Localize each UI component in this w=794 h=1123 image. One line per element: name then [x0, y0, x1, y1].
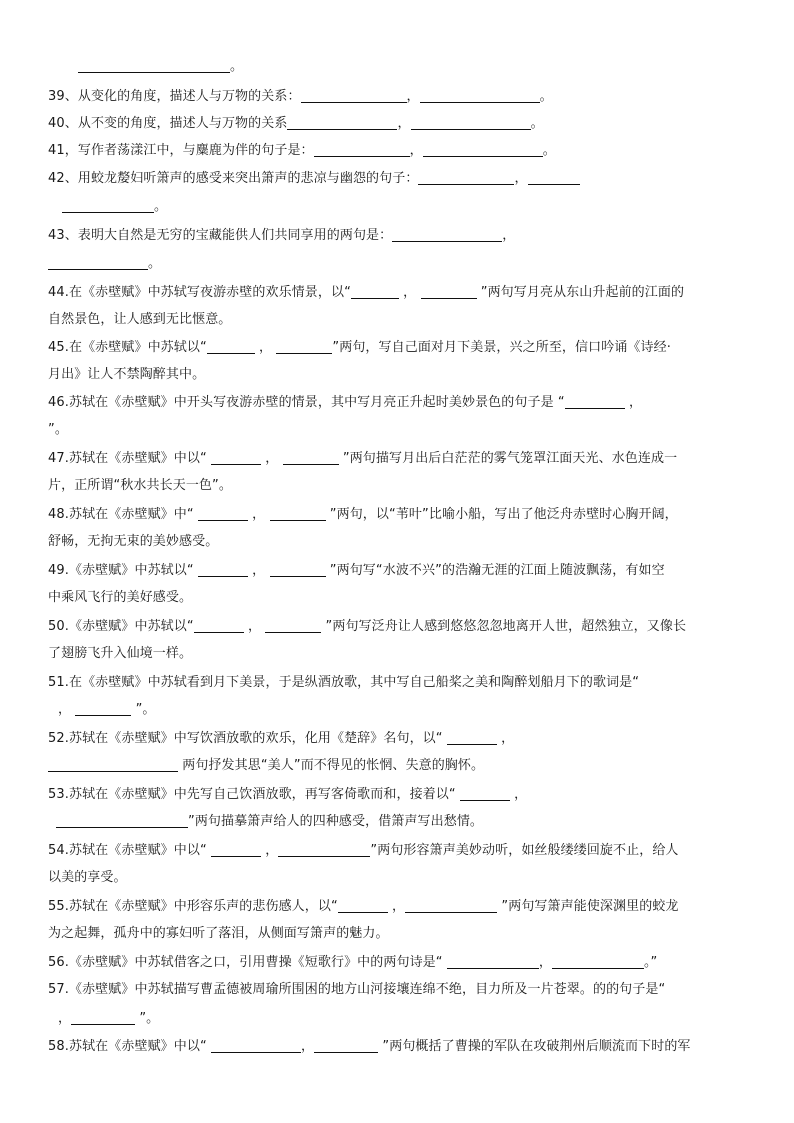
answer-blank[interactable] [265, 618, 321, 633]
line-text: ”。 [131, 702, 156, 717]
line-text: ”两句写月亮从东山升起前的江面的 [476, 285, 685, 300]
line-text: 58.苏轼在《赤壁赋》中以“ [48, 1039, 212, 1054]
line-text: ， [301, 1039, 315, 1054]
answer-blank[interactable] [552, 954, 644, 969]
text-line [48, 142, 750, 160]
line-text: 56.《赤壁赋》中苏轼借客之口，引用曹操《短歌行》中的两句诗是“ [48, 955, 447, 970]
answer-blank[interactable] [207, 339, 255, 354]
text-line [48, 645, 750, 663]
line-text: ， [514, 171, 528, 186]
answer-blank[interactable] [270, 562, 326, 577]
answer-blank[interactable] [48, 757, 178, 772]
line-text: 两句抒发其思“美人”而不得见的怅惘、失意的胸怀。 [178, 758, 485, 773]
answer-blank[interactable] [211, 450, 261, 465]
line-text: ”两句写箫声能使深渊里的蛟龙 [497, 899, 679, 914]
line-text: ， [496, 731, 515, 746]
answer-blank[interactable] [71, 1010, 135, 1025]
text-line [48, 198, 750, 216]
text-line [48, 366, 750, 384]
line-text: ， [261, 451, 283, 466]
answer-blank[interactable] [287, 115, 397, 130]
answer-blank[interactable] [276, 339, 332, 354]
line-text: 以美的享受。 [48, 870, 127, 885]
answer-blank[interactable] [423, 142, 543, 157]
line-text: ”。 [135, 1011, 160, 1026]
line-text: 57.《赤壁赋》中苏轼描写曹孟德被周瑜所围困的地方山河接壤连绵不绝，目力所及一片苍翠。的的句子是“ [48, 982, 666, 997]
answer-blank[interactable] [351, 284, 399, 299]
line-text: ， [247, 563, 270, 578]
answer-blank[interactable] [198, 562, 248, 577]
line-text: ”两句形容箫声美妙动听，如丝般缕缕回旋不止，给人 [370, 843, 679, 858]
answer-blank[interactable] [447, 730, 497, 745]
answer-blank[interactable] [198, 506, 248, 521]
line-text: 48.苏轼在《赤壁赋》中“ [48, 507, 198, 522]
line-text: ， [387, 899, 406, 914]
answer-blank[interactable] [314, 1038, 378, 1053]
line-text: ， [409, 143, 423, 158]
line-text: 自然景色，让人感到无比惬意。 [48, 312, 232, 327]
line-text: ， [58, 1011, 72, 1026]
line-text: 45.在《赤壁赋》中苏轼以“ [48, 340, 207, 355]
answer-blank[interactable] [565, 394, 625, 409]
line-text: 中乘风飞行的美好感受。 [48, 590, 193, 605]
answer-blank[interactable] [314, 142, 410, 157]
answer-blank[interactable] [211, 1038, 301, 1053]
text-line [48, 674, 750, 692]
text-line [48, 954, 750, 972]
line-text: 53.苏轼在《赤壁赋》中先写自己饮酒放歌，再写客倚歌而和，接着以“ [48, 787, 460, 802]
line-text: ， [261, 843, 279, 858]
answer-blank[interactable] [411, 115, 531, 130]
line-text: 41，写作者荡漾江中，与麋鹿为伴的句子是： [48, 143, 314, 158]
line-text: 39、从变化的角度，描述人与万物的关系： [48, 89, 301, 104]
line-text: 47.苏轼在《赤壁赋》中以“ [48, 451, 212, 466]
text-line [48, 477, 750, 495]
line-text: 。 [230, 59, 244, 74]
text-line [48, 1010, 750, 1028]
line-text: 40、从不变的角度，描述人与万物的关系 [48, 116, 288, 131]
text-line [48, 115, 750, 133]
line-text: 了翅膀飞升入仙境一样。 [48, 646, 193, 661]
line-text: 51.在《赤壁赋》中苏轼看到月下美景，于是纵酒放歌，其中写自己船桨之美和陶醉划船月下的歌词是“ [48, 675, 640, 690]
answer-blank[interactable] [405, 898, 497, 913]
line-text: ， [624, 395, 643, 410]
answer-blank[interactable] [194, 618, 244, 633]
answer-blank[interactable] [528, 170, 580, 185]
answer-blank[interactable] [392, 227, 502, 242]
text-line [48, 618, 750, 636]
line-text: ， [398, 285, 421, 300]
text-line [48, 786, 750, 804]
answer-blank[interactable] [447, 954, 539, 969]
text-line [48, 813, 750, 831]
text-line [48, 88, 750, 106]
line-text: ， [247, 507, 270, 522]
line-text: 55.苏轼在《赤壁赋》中形容乐声的悲伤感人，以“ [48, 899, 338, 914]
line-text: 。 [539, 89, 553, 104]
answer-blank[interactable] [301, 88, 407, 103]
text-line [48, 227, 750, 245]
text-line [48, 450, 750, 468]
line-text: ， [397, 116, 411, 131]
line-text: ， [243, 619, 266, 634]
line-text: ”两句，写自己面对月下美景，兴之所至，信口吟诵《诗经· [332, 340, 671, 355]
line-text: 46.苏轼在《赤壁赋》中开头写夜游赤壁的情景，其中写月亮正升起时美妙景色的句子是 “ [48, 395, 565, 410]
line-text: ”两句描摹箫声给人的四种感受，借箫声写出愁情。 [188, 814, 484, 829]
answer-blank[interactable] [75, 701, 131, 716]
text-line [48, 757, 750, 775]
line-text: ”两句写泛舟让人感到悠悠忽忽地离开人世，超然独立，又像长 [321, 619, 687, 634]
line-text: ， [502, 228, 516, 243]
answer-blank[interactable] [62, 198, 154, 213]
text-line [48, 394, 750, 412]
answer-blank[interactable] [460, 786, 510, 801]
text-line [48, 311, 750, 329]
line-text: ”两句概括了曹操的军队在攻破荆州后顺流而下时的军 [378, 1039, 691, 1054]
line-text: 。 [148, 256, 162, 271]
answer-blank[interactable] [56, 813, 188, 828]
line-text: ”两句描写月出后白茫茫的雾气笼罩江面天光、水色连成一 [338, 451, 678, 466]
text-line [48, 533, 750, 551]
answer-blank[interactable] [270, 506, 326, 521]
answer-blank[interactable] [420, 88, 540, 103]
text-line [48, 589, 750, 607]
text-line [48, 925, 750, 943]
line-text: 54.苏轼在《赤壁赋》中以“ [48, 843, 212, 858]
text-line [48, 842, 750, 860]
answer-blank[interactable] [338, 898, 388, 913]
line-text: ”。 [48, 422, 68, 437]
line-text: 42、用蛟龙嫠妇听箫声的感受来突出箫声的悲凉与幽怨的句子： [48, 171, 419, 186]
line-text: ”两句写“水波不兴”的浩瀚无涯的江面上随波飘荡，有如空 [325, 563, 665, 578]
answer-blank[interactable] [418, 170, 514, 185]
line-text: 49.《赤壁赋》中苏轼以“ [48, 563, 198, 578]
text-line [48, 255, 750, 273]
line-text: ， [538, 955, 552, 970]
line-text: 44.在《赤壁赋》中苏轼写夜游赤壁的欢乐情景，以“ [48, 285, 351, 300]
line-text: 。 [542, 143, 556, 158]
text-line [48, 170, 750, 188]
line-text: 。 [530, 116, 544, 131]
line-text: 。” [643, 955, 658, 970]
text-line [48, 562, 750, 580]
text-line [48, 869, 750, 887]
text-line [48, 981, 750, 999]
text-line [48, 701, 750, 719]
line-text: 为之起舞，孤舟中的寡妇听了落泪，从侧面写箫声的魅力。 [48, 926, 389, 941]
answer-blank[interactable] [211, 842, 261, 857]
answer-blank[interactable] [421, 284, 477, 299]
text-line [48, 730, 750, 748]
text-line [48, 421, 750, 439]
text-line [48, 339, 750, 357]
line-text: ”两句，以“苇叶”比喻小船，写出了他泛舟赤壁时心胸开阔， [325, 507, 678, 522]
text-line [48, 898, 750, 916]
line-text: 43、表明大自然是无穷的宝藏能供人们共同享用的两句是： [48, 228, 393, 243]
line-text: ， [58, 702, 76, 717]
line-text: 52.苏轼在《赤壁赋》中写饮酒放歌的欢乐，化用《楚辞》名句，以“ [48, 731, 447, 746]
answer-blank[interactable] [78, 58, 230, 73]
answer-blank[interactable] [283, 450, 339, 465]
line-text: 片，正所谓“秋水共长天一色”。 [48, 478, 232, 493]
line-text: 舒畅，无拘无束的美妙感受。 [48, 534, 219, 549]
line-text: 50.《赤壁赋》中苏轼以“ [48, 619, 194, 634]
text-line [48, 284, 750, 302]
answer-blank[interactable] [48, 255, 148, 270]
line-text: ， [406, 89, 420, 104]
text-line [48, 58, 750, 76]
text-line [48, 1038, 750, 1056]
line-text: 。 [154, 199, 168, 214]
line-text: ， [509, 787, 528, 802]
answer-blank[interactable] [278, 842, 370, 857]
line-text: 月出》让人不禁陶醉其中。 [48, 367, 206, 382]
text-line [48, 506, 750, 524]
line-text: ， [254, 340, 277, 355]
